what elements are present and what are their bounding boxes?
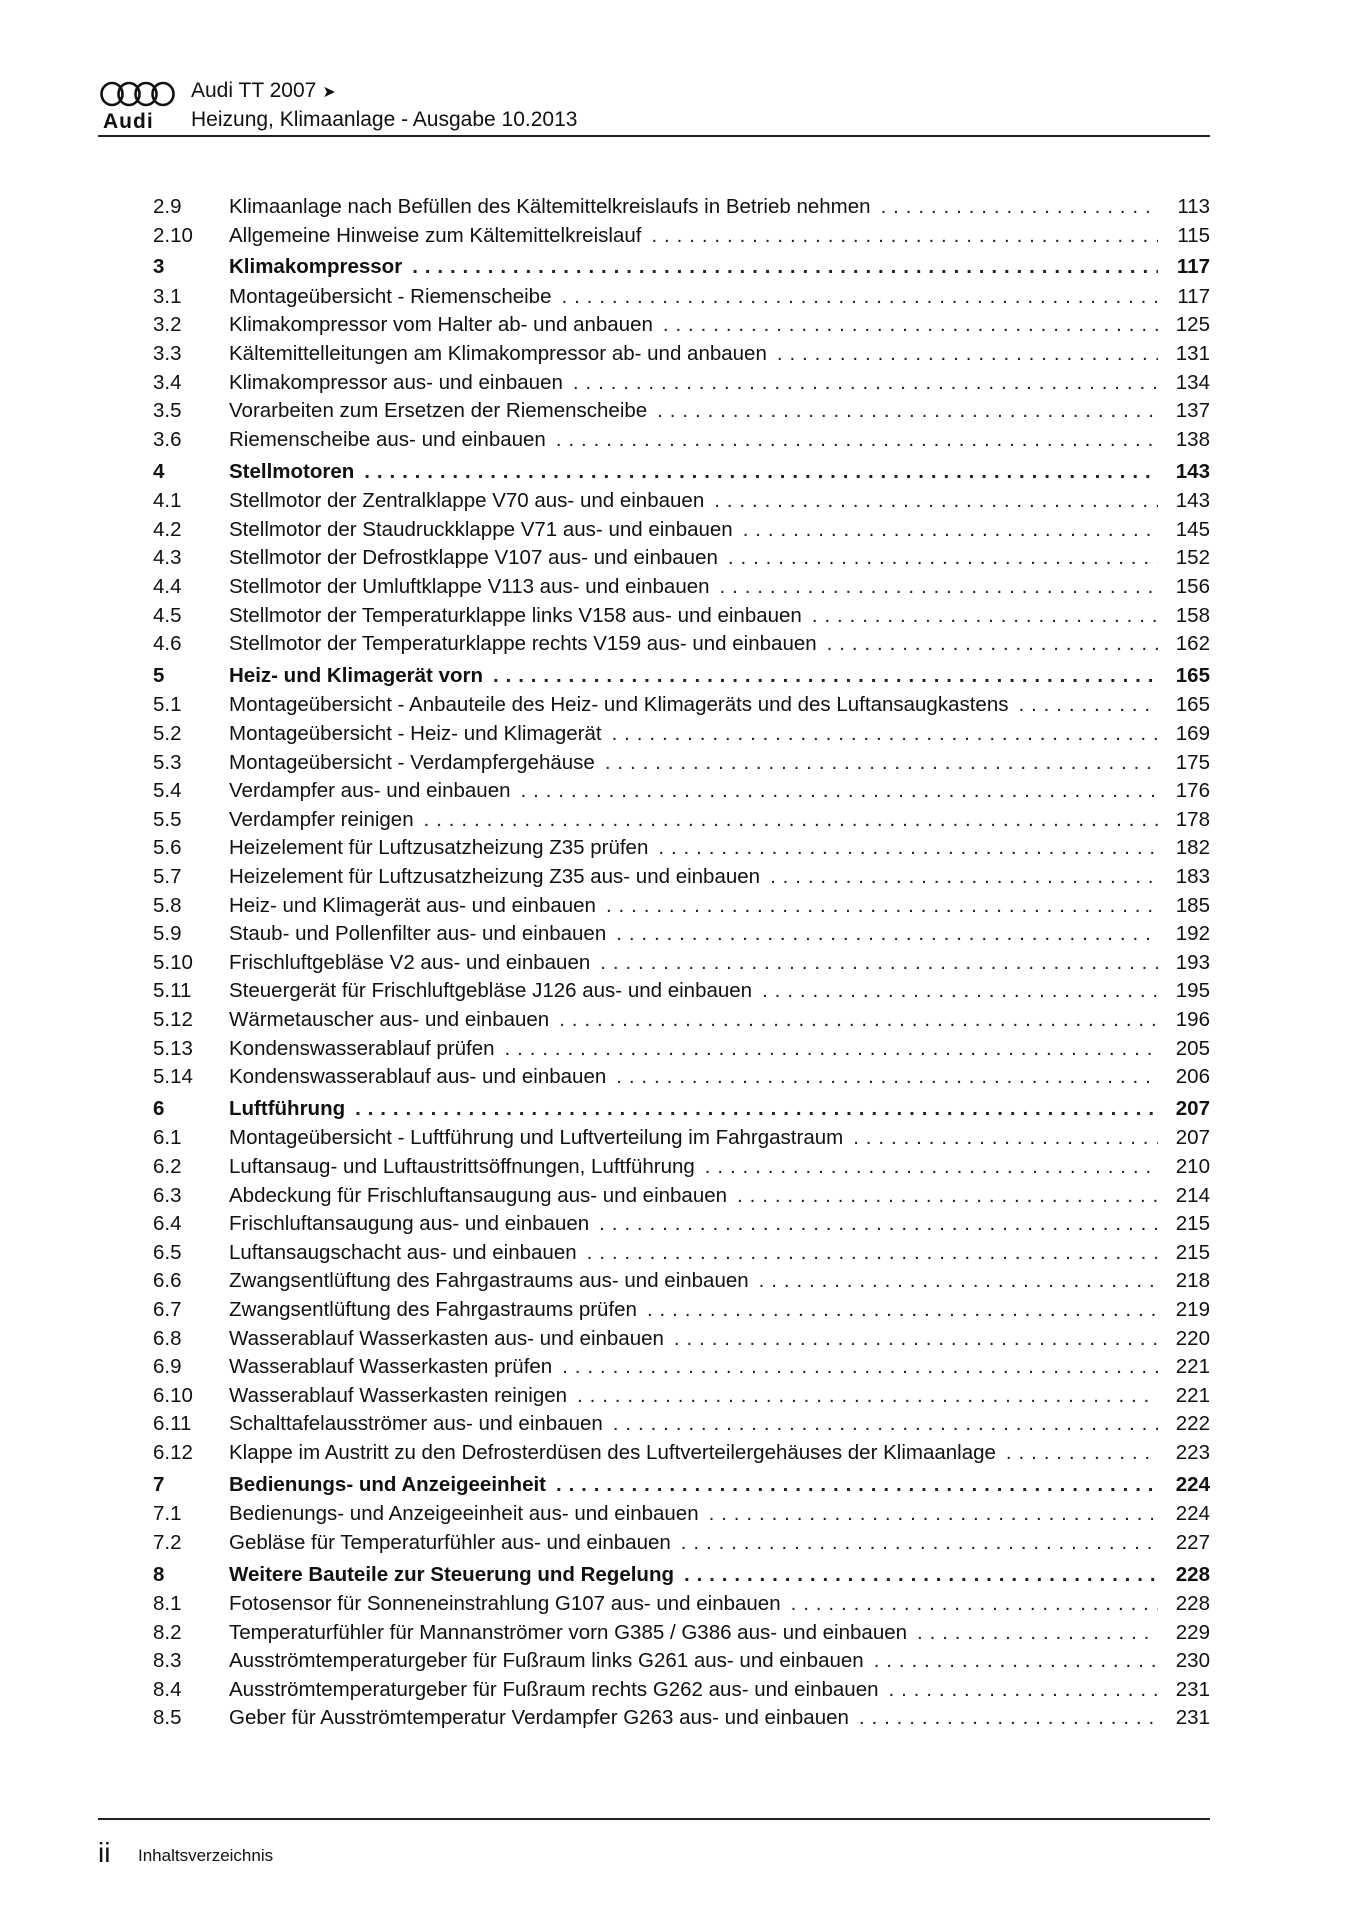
toc-entry-title: Temperaturfühler für Mannanströmer vorn G385 / G386 aus- und einbauen: [229, 1620, 908, 1644]
toc-entry-page: 220: [1175, 1326, 1210, 1350]
toc-entry-title: Heizelement für Luftzusatzheizung Z35 aus- und einbauen: [229, 864, 761, 888]
toc-entry-number: 3.3: [153, 342, 182, 366]
toc-leader-dots: [674, 1325, 1158, 1353]
toc-entry[interactable]: [153, 1619, 1210, 1648]
toc-leader-dots: [827, 630, 1158, 658]
toc-entry-number: 8.1: [153, 1592, 182, 1616]
toc-leader-dots: [705, 1153, 1158, 1181]
toc-entry-page: 224: [1175, 1502, 1210, 1526]
toc-entry-title: Kondenswasserablauf prüfen: [229, 1036, 495, 1060]
toc-entry-number: 4.4: [153, 574, 182, 598]
toc-entry-page: 113: [1177, 195, 1210, 218]
toc-entry-number: 4.6: [153, 632, 182, 656]
toc-leader-dots: [606, 892, 1158, 920]
toc-entry-page: 228: [1175, 1562, 1210, 1586]
toc-entry-page: 185: [1175, 893, 1210, 917]
toc-leader-dots: [561, 283, 1158, 311]
toc-entry-title: Stellmotor der Defrostklappe V107 aus- und einbauen: [229, 546, 718, 570]
toc-entry[interactable]: [153, 949, 1210, 978]
toc-entry-number: 6.6: [153, 1269, 182, 1293]
toc-entry-title: Montageübersicht - Anbauteile des Heiz- und Klimageräts und des Luftansaugkastens: [229, 693, 1009, 717]
toc-entry-title: Gebläse für Temperaturfühler aus- und einbauen: [229, 1530, 671, 1554]
toc-entry[interactable]: [153, 1647, 1210, 1676]
toc-entry-page: 193: [1175, 950, 1210, 974]
toc-entry[interactable]: [153, 920, 1210, 949]
toc-entry-number: 6.4: [153, 1212, 182, 1236]
toc-entry-page: 125: [1175, 313, 1210, 337]
toc-leader-dots: [559, 1006, 1158, 1034]
toc-leader-dots: [684, 1561, 1158, 1589]
toc-leader-dots: [647, 1296, 1158, 1324]
toc-entry-number: 2.9: [153, 195, 182, 218]
toc-entry-page: 143: [1175, 489, 1210, 513]
toc-entry-page: 205: [1175, 1036, 1210, 1060]
toc-leader-dots: [881, 193, 1158, 221]
toc-entry-page: 218: [1175, 1269, 1210, 1293]
toc-entry-number: 7.2: [153, 1530, 182, 1554]
toc-entry[interactable]: [153, 222, 1210, 251]
toc-entry-page: 137: [1175, 399, 1210, 423]
toc-entry-number: 5.6: [153, 836, 182, 860]
toc-entry-title: Bedienungs- und Anzeigeeinheit: [229, 1472, 546, 1496]
toc-entry-number: 5.14: [153, 1065, 193, 1089]
toc-entry-page: 215: [1175, 1240, 1210, 1264]
toc-leader-dots: [889, 1676, 1159, 1704]
toc-entry[interactable]: [153, 720, 1210, 749]
toc-entry-number: 8.3: [153, 1649, 182, 1673]
toc-entry-number: 3.2: [153, 313, 182, 337]
toc-leader-dots: [651, 222, 1158, 250]
page-number: ii: [98, 1837, 111, 1868]
toc-leader-dots: [505, 1035, 1158, 1063]
toc-entry-title: Luftansaugschacht aus- und einbauen: [229, 1240, 577, 1264]
toc-chapter-entry[interactable]: [153, 458, 1210, 488]
toc-entry-title: Bedienungs- und Anzeigeeinheit aus- und einbauen: [229, 1502, 699, 1526]
toc-entry[interactable]: [153, 1410, 1210, 1439]
toc-entry-title: Stellmotor der Zentralklappe V70 aus- und einbauen: [229, 489, 705, 513]
toc-entry[interactable]: [153, 1382, 1210, 1411]
toc-entry-page: 206: [1175, 1065, 1210, 1089]
toc-leader-dots: [681, 1529, 1158, 1557]
toc-entry-page: 145: [1175, 517, 1210, 541]
audi-wordmark: Audi: [103, 110, 154, 133]
toc-leader-dots: [599, 1210, 1158, 1238]
toc-leader-dots: [917, 1619, 1158, 1647]
toc-entry[interactable]: [153, 544, 1210, 573]
toc-leader-dots: [412, 253, 1158, 281]
toc-entry[interactable]: [153, 487, 1210, 516]
toc-entry-page: 169: [1175, 721, 1210, 745]
toc-leader-dots: [573, 369, 1158, 397]
toc-leader-dots: [613, 1410, 1158, 1438]
toc-entry-number: 4.5: [153, 603, 182, 627]
footer-divider: [98, 1818, 1210, 1820]
toc-entry-number: 6.3: [153, 1183, 182, 1207]
toc-entry-title: Frischluftgebläse V2 aus- und einbauen: [229, 950, 591, 974]
toc-entry[interactable]: [153, 1035, 1210, 1064]
toc-entry[interactable]: [153, 340, 1210, 369]
toc-entry-page: 165: [1175, 663, 1210, 687]
toc-entry-title: Klimaanlage nach Befüllen des Kältemittelkreislaufs in Betrieb nehmen: [229, 195, 871, 218]
toc-entry[interactable]: [153, 1153, 1210, 1182]
toc-entry-number: 4.1: [153, 489, 182, 513]
toc-entry-number: 5: [153, 663, 165, 687]
toc-leader-dots: [521, 777, 1158, 805]
toc-entry-title: Frischluftansaugung aus- und einbauen: [229, 1212, 590, 1236]
toc-entry-title: Zwangsentlüftung des Fahrgastraums aus- und einbauen: [229, 1269, 749, 1293]
toc-entry-title: Fotosensor für Sonneneinstrahlung G107 aus- und einbauen: [229, 1592, 781, 1616]
toc-entry[interactable]: [153, 1325, 1210, 1354]
toc-entry-page: 223: [1175, 1440, 1210, 1464]
toc-leader-dots: [587, 1239, 1158, 1267]
toc-entry-number: 8.2: [153, 1620, 182, 1644]
toc-entry-page: 165: [1175, 693, 1210, 717]
toc-entry-number: 5.8: [153, 893, 182, 917]
toc-entry-number: 5.3: [153, 750, 182, 774]
toc-entry-title: Stellmotoren: [229, 459, 355, 483]
toc-entry[interactable]: [153, 1006, 1210, 1035]
toc-entry-page: 152: [1175, 546, 1210, 570]
toc-entry-title: Klappe im Austritt zu den Defrosterdüsen des Luftverteilergehäuses der Klimaanlage: [229, 1440, 996, 1464]
toc-leader-dots: [728, 544, 1158, 572]
toc-entry-number: 7: [153, 1472, 165, 1496]
toc-entry-title: Klimakompressor: [229, 255, 403, 279]
toc-entry-title: Wärmetauscher aus- und einbauen: [229, 1007, 550, 1031]
toc-entry-page: 175: [1175, 750, 1210, 774]
toc-entry-number: 5.2: [153, 721, 182, 745]
toc-entry-title: Kältemittelleitungen am Klimakompressor ab- und anbauen: [229, 342, 767, 366]
toc-entry-page: 214: [1175, 1183, 1210, 1207]
toc-entry-number: 6: [153, 1096, 165, 1120]
toc-entry[interactable]: [153, 834, 1210, 863]
toc-entry-page: 207: [1175, 1096, 1210, 1120]
toc-entry-title: Staub- und Pollenfilter aus- und einbauen: [229, 922, 607, 946]
toc-leader-dots: [556, 426, 1158, 454]
toc-entry[interactable]: [153, 426, 1210, 455]
toc-entry-title: Ausströmtemperaturgeber für Fußraum rechts G262 aus- und einbauen: [229, 1677, 879, 1701]
toc-leader-dots: [714, 487, 1158, 515]
toc-entry-title: Weitere Bauteile zur Steuerung und Regelung: [229, 1562, 674, 1586]
toc-entry[interactable]: [153, 1063, 1210, 1092]
toc-entry-page: 156: [1175, 574, 1210, 598]
toc-leader-dots: [812, 602, 1158, 630]
toc-leader-dots: [709, 1500, 1158, 1528]
toc-entry-number: 5.11: [153, 979, 192, 1003]
toc-leader-dots: [562, 1353, 1158, 1381]
toc-entry[interactable]: [153, 369, 1210, 398]
toc-entry-page: 228: [1175, 1592, 1210, 1616]
toc-entry-title: Wasserablauf Wasserkasten aus- und einbauen: [229, 1326, 664, 1350]
toc-entry-title: Stellmotor der Staudruckklappe V71 aus- und einbauen: [229, 517, 733, 541]
toc-entry-number: 3.5: [153, 399, 182, 423]
toc-entry-number: 6.9: [153, 1355, 182, 1379]
toc-entry[interactable]: [153, 516, 1210, 545]
toc-entry-page: 231: [1175, 1706, 1210, 1730]
toc-entry-number: 5.4: [153, 779, 182, 803]
toc-entry-page: 215: [1175, 1212, 1210, 1236]
document-title: [191, 78, 336, 106]
toc-entry-number: 8.4: [153, 1677, 182, 1701]
toc-leader-dots: [616, 1063, 1158, 1091]
toc-entry-page: 231: [1175, 1677, 1210, 1701]
toc-entry-page: 183: [1175, 864, 1210, 888]
audi-rings-logo: [100, 80, 175, 108]
toc-entry-title: Vorarbeiten zum Ersetzen der Riemenscheibe: [229, 399, 648, 423]
toc-entry-page: 222: [1175, 1412, 1210, 1436]
table-of-contents: [153, 193, 1210, 1733]
toc-entry-title: Verdampfer reinigen: [229, 807, 414, 831]
toc-entry-page: 221: [1175, 1355, 1210, 1379]
toc-entry-number: 6.12: [153, 1440, 193, 1464]
toc-entry[interactable]: [153, 193, 1210, 222]
toc-leader-dots: [355, 1095, 1158, 1123]
toc-entry-number: 5.9: [153, 922, 182, 946]
toc-entry-number: 6.5: [153, 1240, 182, 1264]
toc-entry[interactable]: [153, 863, 1210, 892]
toc-entry-page: 162: [1175, 632, 1210, 656]
toc-entry[interactable]: [153, 749, 1210, 778]
toc-entry-page: 227: [1175, 1530, 1210, 1554]
toc-leader-dots: [737, 1182, 1158, 1210]
toc-leader-dots: [612, 720, 1158, 748]
toc-entry[interactable]: [153, 283, 1210, 312]
toc-entry[interactable]: [153, 691, 1210, 720]
toc-entry[interactable]: [153, 1267, 1210, 1296]
toc-entry-title: Zwangsentlüftung des Fahrgastraums prüfen: [229, 1297, 637, 1321]
toc-entry-page: 115: [1177, 223, 1210, 247]
toc-entry-title: Montageübersicht - Verdampfergehäuse: [229, 750, 595, 774]
footer-label: Inhaltsverzeichnis: [138, 1846, 274, 1865]
toc-entry-page: 131: [1175, 342, 1210, 366]
toc-leader-dots: [577, 1382, 1158, 1410]
toc-entry-number: 8: [153, 1562, 165, 1586]
toc-entry[interactable]: [153, 1239, 1210, 1268]
toc-entry-page: 158: [1175, 603, 1210, 627]
toc-entry[interactable]: [153, 977, 1210, 1006]
toc-entry-number: 3.1: [153, 284, 182, 308]
toc-entry[interactable]: [153, 1296, 1210, 1325]
toc-entry-number: 4.2: [153, 517, 182, 541]
toc-entry-title: Klimakompressor aus- und einbauen: [229, 370, 563, 394]
toc-leader-dots: [859, 1704, 1158, 1732]
toc-chapter-entry[interactable]: [153, 1471, 1210, 1501]
toc-chapter-entry[interactable]: [153, 1095, 1210, 1125]
toc-entry-page: 195: [1175, 979, 1210, 1003]
toc-entry[interactable]: [153, 1529, 1210, 1558]
arrow-right-icon: ➤: [322, 84, 336, 101]
toc-leader-dots: [720, 573, 1158, 601]
toc-entry-title: Geber für Ausströmtemperatur Verdampfer G263 aus- und einbauen: [229, 1706, 849, 1730]
toc-entry-title: Steuergerät für Frischluftgebläse J126 aus- und einbauen: [229, 979, 753, 1003]
toc-entry-title: Ausströmtemperaturgeber für Fußraum links G261 aus- und einbauen: [229, 1649, 864, 1673]
toc-entry-page: 221: [1175, 1383, 1210, 1407]
toc-entry-number: 3.4: [153, 370, 182, 394]
toc-entry-title: Klimakompressor vom Halter ab- und anbauen: [229, 313, 653, 337]
toc-entry-page: 117: [1176, 255, 1210, 279]
toc-entry-title: Luftführung: [229, 1096, 346, 1120]
toc-leader-dots: [424, 806, 1158, 834]
toc-entry-title: Stellmotor der Umluftklappe V113 aus- und einbauen: [229, 574, 710, 598]
toc-entry-number: 6.10: [153, 1383, 193, 1407]
toc-chapter-entry[interactable]: [153, 253, 1210, 283]
toc-entry-page: 138: [1175, 427, 1210, 451]
toc-entry-number: 5.7: [153, 864, 182, 888]
toc-entry-number: 6.2: [153, 1154, 182, 1178]
toc-entry-number: 6.1: [153, 1126, 182, 1150]
toc-entry-page: 143: [1175, 459, 1210, 483]
toc-entry-number: 5.5: [153, 807, 182, 831]
toc-entry-page: 178: [1175, 807, 1210, 831]
toc-entry[interactable]: [153, 311, 1210, 340]
toc-entry-title: Verdampfer aus- und einbauen: [229, 779, 511, 803]
toc-entry-number: 6.11: [153, 1412, 192, 1436]
toc-leader-dots: [658, 834, 1158, 862]
toc-entry-number: 2.10: [153, 223, 193, 247]
toc-entry-number: 6.7: [153, 1297, 182, 1321]
toc-entry-page: 230: [1175, 1649, 1210, 1673]
toc-entry-title: Montageübersicht - Riemenscheibe: [229, 284, 552, 308]
toc-entry[interactable]: [153, 602, 1210, 631]
toc-entry-title: Heiz- und Klimagerät vorn: [229, 663, 484, 687]
toc-entry-number: 5.12: [153, 1007, 193, 1031]
toc-leader-dots: [777, 340, 1158, 368]
toc-entry-page: 229: [1175, 1620, 1210, 1644]
toc-entry[interactable]: [153, 806, 1210, 835]
toc-entry-page: 176: [1175, 779, 1210, 803]
toc-leader-dots: [556, 1471, 1158, 1499]
toc-entry-page: 196: [1175, 1007, 1210, 1031]
toc-entry[interactable]: [153, 1676, 1210, 1705]
toc-entry-title: Schalttafelausströmer aus- und einbauen: [229, 1412, 603, 1436]
toc-leader-dots: [663, 311, 1158, 339]
toc-entry-page: 134: [1175, 370, 1210, 394]
toc-leader-dots: [791, 1590, 1158, 1618]
toc-entry-title: Heizelement für Luftzusatzheizung Z35 prüfen: [229, 836, 649, 860]
toc-entry-title: Stellmotor der Temperaturklappe links V158 aus- und einbauen: [229, 603, 802, 627]
toc-entry-number: 6.8: [153, 1326, 182, 1350]
toc-entry[interactable]: [153, 397, 1210, 426]
toc-entry-title: Wasserablauf Wasserkasten prüfen: [229, 1355, 553, 1379]
document-title-text: Audi TT 2007: [191, 79, 317, 102]
toc-entry-title: Kondenswasserablauf aus- und einbauen: [229, 1065, 607, 1089]
toc-leader-dots: [600, 949, 1158, 977]
toc-entry-number: 5.13: [153, 1036, 193, 1060]
toc-entry-page: 210: [1175, 1154, 1210, 1178]
toc-entry-number: 5.10: [153, 950, 193, 974]
toc-entry[interactable]: [153, 1590, 1210, 1619]
toc-entry-title: Heiz- und Klimagerät aus- und einbauen: [229, 893, 596, 917]
toc-entry[interactable]: [153, 777, 1210, 806]
toc-entry-number: 7.1: [153, 1502, 182, 1526]
toc-entry-title: Montageübersicht - Luftführung und Luftverteilung im Fahrgastraum: [229, 1126, 844, 1150]
toc-entry-number: 8.5: [153, 1706, 182, 1730]
toc-entry[interactable]: [153, 1704, 1210, 1733]
toc-entry[interactable]: [153, 1500, 1210, 1529]
toc-entry[interactable]: [153, 1124, 1210, 1153]
toc-chapter-entry[interactable]: [153, 1561, 1210, 1591]
toc-chapter-entry[interactable]: [153, 662, 1210, 692]
toc-entry-page: 224: [1175, 1472, 1210, 1496]
toc-entry-number: 3.6: [153, 427, 182, 451]
toc-entry[interactable]: [153, 1182, 1210, 1211]
toc-entry-title: Stellmotor der Temperaturklappe rechts V159 aus- und einbauen: [229, 632, 817, 656]
toc-entry-title: Abdeckung für Frischluftansaugung aus- und einbauen: [229, 1183, 728, 1207]
toc-leader-dots: [743, 516, 1158, 544]
toc-entry[interactable]: [153, 1353, 1210, 1382]
toc-entry-number: 4.3: [153, 546, 182, 570]
toc-leader-dots: [1018, 691, 1158, 719]
toc-entry-page: 117: [1177, 284, 1210, 308]
toc-leader-dots: [874, 1647, 1158, 1675]
toc-leader-dots: [853, 1124, 1158, 1152]
toc-leader-dots: [493, 662, 1158, 690]
toc-entry-page: 192: [1175, 922, 1210, 946]
toc-entry-title: Riemenscheibe aus- und einbauen: [229, 427, 546, 451]
toc-entry-number: 4: [153, 459, 165, 483]
toc-leader-dots: [616, 920, 1158, 948]
toc-leader-dots: [657, 397, 1158, 425]
toc-entry[interactable]: [153, 1439, 1210, 1468]
toc-entry-title: Wasserablauf Wasserkasten reinigen: [229, 1383, 568, 1407]
toc-entry[interactable]: [153, 892, 1210, 921]
toc-entry-number: 3: [153, 255, 165, 279]
toc-entry-page: 207: [1175, 1126, 1210, 1150]
header-divider: [98, 135, 1210, 137]
toc-leader-dots: [1006, 1439, 1158, 1467]
toc-entry[interactable]: [153, 573, 1210, 602]
toc-entry-title: Allgemeine Hinweise zum Kältemittelkreislauf: [229, 223, 642, 247]
toc-leader-dots: [759, 1267, 1158, 1295]
toc-entry-number: 5.1: [153, 693, 182, 717]
document-subtitle: Heizung, Klimaanlage - Ausgabe 10.2013: [191, 108, 578, 131]
toc-entry-title: Luftansaug- und Luftaustrittsöffnungen, Luftführung: [229, 1154, 695, 1178]
toc-leader-dots: [762, 977, 1158, 1005]
toc-entry-title: Montageübersicht - Heiz- und Klimagerät: [229, 721, 602, 745]
toc-entry[interactable]: [153, 1210, 1210, 1239]
toc-leader-dots: [364, 458, 1158, 486]
toc-leader-dots: [770, 863, 1158, 891]
toc-leader-dots: [605, 749, 1158, 777]
toc-entry[interactable]: [153, 630, 1210, 659]
toc-entry-page: 219: [1175, 1297, 1210, 1321]
toc-entry-page: 182: [1175, 836, 1210, 860]
